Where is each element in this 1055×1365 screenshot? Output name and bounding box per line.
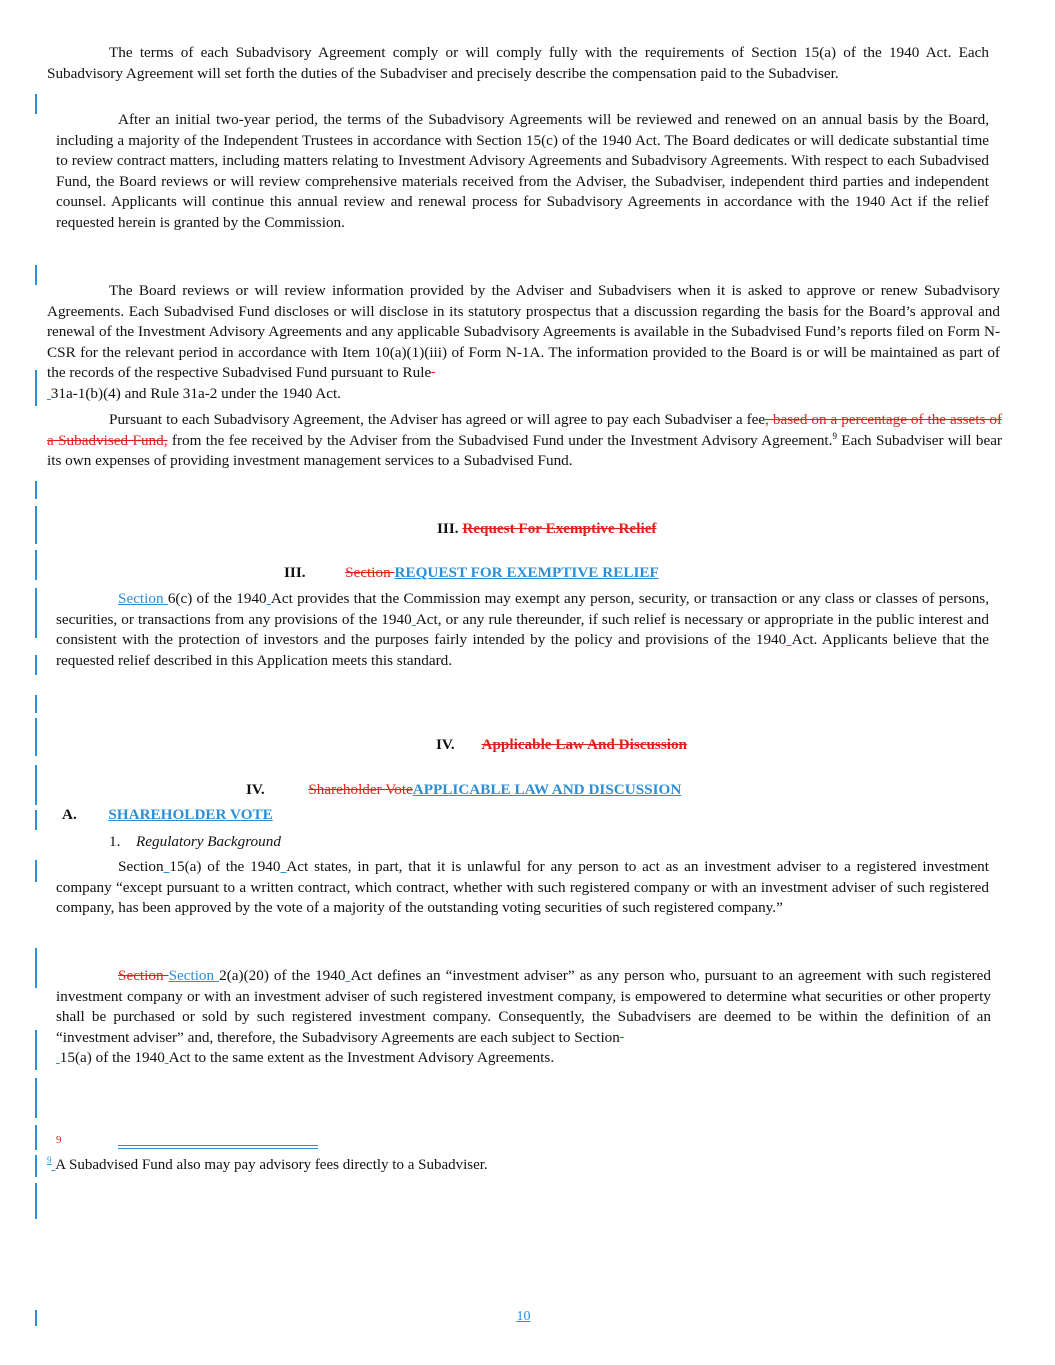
change-bar	[35, 1125, 37, 1150]
subheading-a-shareholder-vote: A. SHAREHOLDER VOTE	[62, 806, 273, 823]
change-bar	[35, 481, 37, 499]
footnote-old-number: 9	[56, 1134, 62, 1146]
footnote: $^9$ A Subadvised Fund also may pay advisory fees directly to a Subadviser.	[47, 1155, 488, 1173]
change-bar	[35, 265, 37, 285]
change-bar	[35, 695, 37, 713]
change-bar	[35, 370, 37, 406]
paragraph-section-6c: Section 6(c) of the 1940 Act provides that the Commission may exempt any person, security, or transaction or any class or classes of persons, securities, or transactions from any provisions of the 1940 Act, or any rule thereunder, if such relief is necessary or appropriate in the public interest and consistent with the protection of investors and the purposes fairly intended by the policy and provisions of the 1940 Act. Applicants believe that the requested relief described in this Application meets this standard.	[56, 590, 990, 669]
change-bar	[35, 655, 37, 675]
change-bar	[35, 810, 37, 830]
paragraph-board-review: The Board reviews or will review information provided by the Adviser and Subadvisers when it is asked to approve or renew Subadvisory Agreements. Each Subadvised Fund discloses or will disclose in its statutory prospectus that a discussion regarding the basis for the Board’s approval and renewal of the Investment Advisory Agreements and any applicable Subadvisory Agreements is available in the Subadvised Fund’s reports filed on Form N-CSR for the relevant period in accordance with Item 10(a)(1)(iii) of Form N-1A. The information provided to the Board is or will be maintained as part of the records of the respective Subadvised Fund pursuant to Rule 31a-1(b)(4) and Rule 31a-2 under the 1940 Act.	[47, 282, 1000, 402]
heading-4-applicable-law: IV. Shareholder VoteAPPLICABLE LAW AND DISCUSSION	[246, 781, 682, 798]
change-bar	[35, 94, 37, 114]
change-bar	[35, 948, 37, 988]
page-number: 10	[516, 1309, 531, 1324]
heading-4-deleted: IV. Applicable Law And Discussion	[436, 736, 687, 753]
change-bar	[35, 1078, 37, 1118]
paragraph-subadvisory-terms: The terms of each Subadvisory Agreement comply or will comply fully with the requirements of Section 15(a) of the 1940 Act. Each Subadvisory Agreement will set forth the duties of the Subadviser and precisely describe the compensation paid to the Subadviser.	[47, 44, 989, 82]
change-bar	[35, 1155, 37, 1177]
change-bar	[35, 860, 37, 882]
heading-3-deleted: III. Request For Exemptive Relief	[437, 520, 657, 537]
footnote-ref: 9	[832, 430, 837, 441]
paragraph-investment-adviser-definition: Section Section 2(a)(20) of the 1940 Act defines an “investment adviser” as any person who, pursuant to an agreement with such registered investment company or with an investment adviser of such registered investment company, is empowered to determine what securities or other property shall be purchased or sold by such registered investment company. Consequently, the Subadvisers are deemed to be within the definition of an “investment adviser” and, therefore, the Subadvisory Agreements are each subject to Section 15(a) of the 1940 Act to the same extent as the Investment Advisory Agreements.	[56, 967, 991, 1067]
change-bar	[35, 718, 37, 756]
change-bar	[35, 765, 37, 805]
change-bar	[35, 506, 37, 544]
subheading-1-regulatory-background: 1. Regulatory Background	[109, 833, 281, 850]
change-bar	[35, 1030, 37, 1070]
paragraph-subadviser-fee: Pursuant to each Subadvisory Agreement, the Adviser has agreed or will agree to pay each Subadviser a fee, based on a percentage of the assets of a Subadvised Fund, from the fee received by the Adviser from the Subadvised Fund under the Investment Advisory Agreement.$^9$ Each Subadviser will bear its own expenses of providing investment management services to a Subadvised Fund.	[47, 411, 1002, 470]
change-bar	[35, 588, 37, 638]
paragraph-annual-review: After an initial two-year period, the terms of the Subadvisory Agreements will be reviewed and renewed on an annual basis by the Board, including a majority of the Independent Trustees in accordance with Section 15(c) of the 1940 Act. The Board dedicates or will dedicate substantial time to review contract matters, including matters relating to Investment Advisory Agreements and Subadvisory Agreements. With respect to each Subadvised Fund, the Board reviews or will review comprehensive materials received from the Adviser, the Subadviser, independent third parties and independent counsel. Applicants will continue this annual review and renewal process for Subadvisory Agreements in accordance with the 1940 Act if the relief requested herein is granted by the Commission.	[56, 111, 989, 231]
heading-3-request-for-exemptive-relief: III. Section REQUEST FOR EXEMPTIVE RELIEF	[284, 564, 659, 581]
paragraph-section-15a: Section 15(a) of the 1940 Act states, in part, that it is unlawful for any person to act as an investment adviser to a registered investment company “except pursuant to a written contract, which contract, whether with such registered company or with an investment adviser of such registered company, has been approved by the vote of a majority of the outstanding voting securities of such registered company.”	[56, 858, 989, 917]
change-bar	[35, 1183, 37, 1219]
change-bar	[35, 550, 37, 580]
footnote-separator	[118, 1145, 318, 1149]
